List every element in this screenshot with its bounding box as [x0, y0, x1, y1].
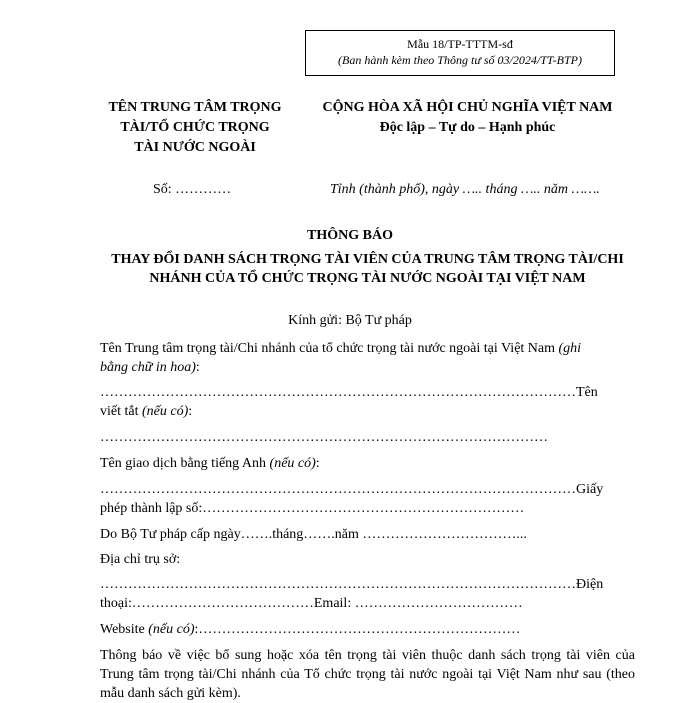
website-dots: :…………………………………………………………… [194, 622, 521, 637]
org-line-2: TÀI/TỔ CHỨC TRỌNG [120, 120, 270, 135]
short-name-word-b: viết tắt [100, 404, 139, 419]
website-row [100, 620, 520, 639]
national-title: CỘNG HÒA XÃ HỘI CHỦ NGHĨA VIỆT NAM [322, 100, 613, 115]
notice-paragraph: Thông báo về việc bổ sung hoặc xóa tên trọng tài viên thuộc danh sách trọng tài viên của Trung tâm trọng tài/Chi nhánh của Tổ chức trọng tài nước ngoài tại Việt Nam như sau (theo mẫu danh sách gửi kèm). [100, 648, 635, 701]
english-name-row [100, 454, 320, 473]
document-title: THÔNG BÁO [307, 228, 393, 243]
english-name-if-any: (nếu có) [269, 456, 316, 471]
colon: : [188, 404, 193, 419]
license-number-row: phép thành lập số:…………………………………………………………… [100, 501, 525, 516]
short-name-word-a: Tên [576, 385, 598, 400]
national-header [300, 98, 635, 138]
center-name-dots: ………………………………………………………………………………………… [100, 385, 576, 400]
document-subtitle: THAY ĐỔI DANH SÁCH TRỌNG TÀI VIÊN CỦA TRUNG TÂM TRỌNG TÀI/CHI NHÁNH CỦA TỔ CHỨC TRỌNG TÀI NƯỚC NGOÀI TẠI VIỆT NAM [111, 252, 624, 286]
english-name-dots: ………………………………………………………………………………………… [100, 482, 576, 497]
document-number: Số: ………… [153, 182, 232, 197]
short-name-dots: …………………………………………………………………………………… [100, 430, 548, 445]
phone-word-a: Điện [576, 577, 604, 592]
address-input-line [100, 575, 603, 594]
issued-by-row: Do Bộ Tư pháp cấp ngày…….tháng…….năm ……………………………... [100, 527, 527, 542]
organization-name-header [90, 98, 300, 158]
addressee: Kính gửi: Bộ Tư pháp [288, 313, 412, 328]
form-code: Mẫu 18/TP-TTTM-sđ [407, 37, 513, 51]
short-name-row [100, 402, 192, 421]
center-name-label: Tên Trung tâm trọng tài/Chi nhánh của tổ chức trọng tài nước ngoài tại Việt Nam [100, 341, 556, 356]
short-name-if-any: (nếu có) [142, 404, 189, 419]
national-motto: Độc lập – Tự do – Hạnh phúc [379, 120, 556, 135]
center-name-input-line [100, 383, 598, 402]
english-name-label: Tên giao dịch bằng tiếng Anh [100, 456, 267, 471]
license-word-a: Giấy [576, 482, 604, 497]
form-issued-note: (Ban hành kèm theo Thông tư số 03/2024/TT-BTP) [338, 53, 582, 67]
website-label: Website [100, 622, 145, 637]
center-name-note-row [100, 358, 200, 377]
phone-email-row: thoại:…………………………………Email: ……………………………… [100, 596, 523, 611]
org-line-1: TÊN TRUNG TÂM TRỌNG [108, 100, 282, 115]
colon: : [315, 456, 320, 471]
address-label: Địa chỉ trụ sở: [100, 552, 181, 567]
address-dots: ………………………………………………………………………………………… [100, 577, 576, 592]
center-name-note-a: (ghi [558, 341, 582, 356]
org-line-3: TÀI NƯỚC NGOÀI [134, 140, 256, 155]
center-name-note-b: bằng chữ in hoa) [100, 360, 196, 375]
english-name-input-line [100, 480, 603, 499]
website-if-any: (nếu có) [148, 622, 195, 637]
center-name-row [100, 339, 581, 358]
form-code-box [305, 30, 615, 76]
colon: : [195, 360, 200, 375]
place-date: Tỉnh (thành phố), ngày ….. tháng ….. năm ……. [330, 182, 600, 197]
